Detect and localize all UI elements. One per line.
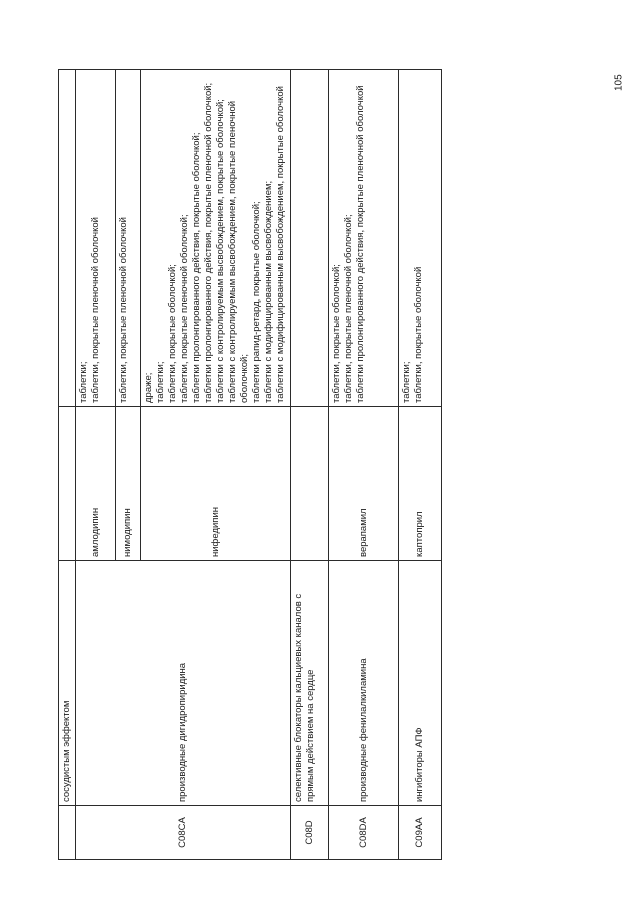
drug-cell: амлодипин bbox=[76, 407, 116, 561]
page-number: 105 bbox=[613, 74, 625, 92]
forms-cell: драже; таблетки; таблетки, покрытые оболочкой; таблетки, покрытые пленочной оболочкой; таблетки пролонгированного действия, покрытые оболочкой; таблетки пролонгированного действия, покрытые пленочной оболочкой; таблетки с контролируемым высвобождением, покрытые оболочкой; таблетки с контролируемым высвобождением, покрытые пленочной оболочкой; таблетки рапид-ретард, покрытые оболочкой; таблетки с модифицированным высвобождением; таблетки с модифицированным высвобождением, покрытые оболочкой bbox=[141, 70, 291, 407]
atc-code-cell bbox=[59, 806, 76, 860]
forms-cell: таблетки; таблетки, покрытые пленочной оболочкой bbox=[76, 70, 116, 407]
drug-cell: верапамил bbox=[329, 407, 399, 561]
rotated-table-wrapper bbox=[58, 70, 438, 860]
group-cell: производные дигидропиридина bbox=[76, 561, 291, 806]
atc-code-cell: C08D bbox=[291, 806, 329, 860]
drug-cell bbox=[59, 407, 76, 561]
drug-cell: каптоприл bbox=[399, 407, 442, 561]
group-cell: ингибиторы АПФ bbox=[399, 561, 442, 806]
table-row bbox=[76, 70, 116, 860]
drug-cell bbox=[291, 407, 329, 561]
group-cell: сосудистым эффектом bbox=[59, 561, 76, 806]
drug-cell: нимодипин bbox=[116, 407, 141, 561]
table-row bbox=[291, 70, 329, 860]
forms-cell: таблетки; таблетки, покрытые оболочкой bbox=[399, 70, 442, 407]
table-row bbox=[399, 70, 442, 860]
forms-cell bbox=[291, 70, 329, 407]
table-row bbox=[329, 70, 399, 860]
drug-table bbox=[58, 69, 442, 860]
forms-cell: таблетки, покрытые оболочкой; таблетки, покрытые пленочной оболочкой; таблетки пролонгированного действия, покрытые пленочной оболочкой bbox=[329, 70, 399, 407]
drug-cell: нифедипин bbox=[141, 407, 291, 561]
atc-code-cell: C08CA bbox=[76, 806, 291, 860]
table-row bbox=[59, 70, 76, 860]
group-cell: производные фенилалкиламина bbox=[329, 561, 399, 806]
forms-cell bbox=[59, 70, 76, 407]
group-cell: селективные блокаторы кальциевых каналов с прямым действием на сердце bbox=[291, 561, 329, 806]
atc-code-cell: C08DA bbox=[329, 806, 399, 860]
forms-cell: таблетки, покрытые пленочной оболочкой bbox=[116, 70, 141, 407]
atc-code-cell: C09AA bbox=[399, 806, 442, 860]
